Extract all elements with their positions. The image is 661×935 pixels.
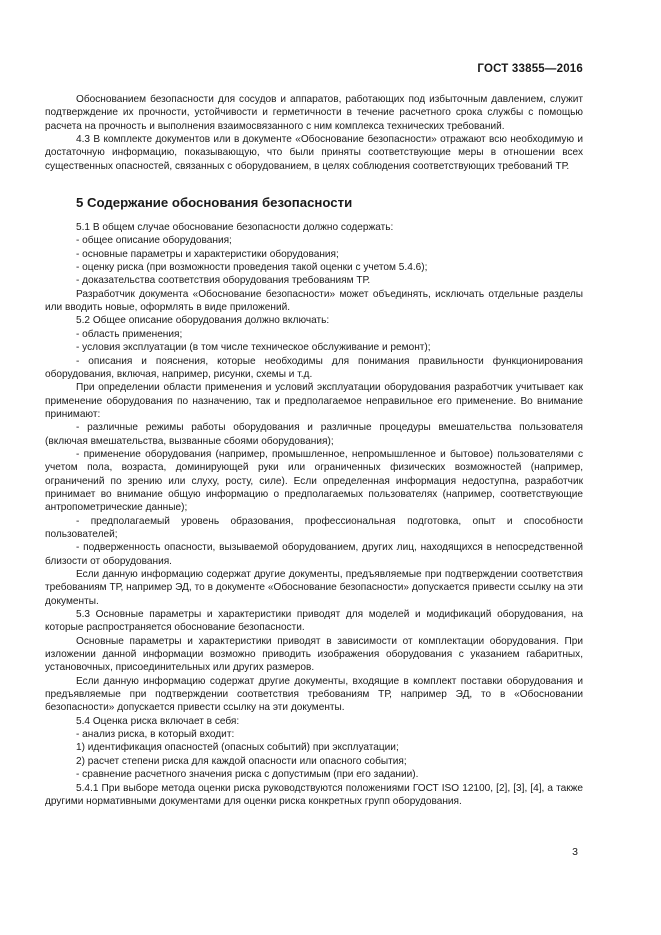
paragraph: 5.1 В общем случае обоснование безопасности должно содержать: (76, 222, 394, 234)
paragraph: - описания и пояснения, которые необходимы для понимания правильности функционирования оборудования, включая, например, рисунки, схемы и т.д. (45, 355, 583, 380)
paragraph: 5.4 Оценка риска включает в себя: (76, 715, 240, 727)
paragraph: Обоснованием безопасности для сосудов и аппаратов, работающих под избыточным давлением, служит подтверждение их прочности, устойчивости и герметичности в течение расчетного срока службы с помощью расчета на прочность и выполнения взаимосвязанного с ним комплекса технических требований. (45, 94, 583, 132)
paragraph: - сравнение расчетного значения риска с допустимым (при его задании). (76, 769, 419, 781)
paragraph: - доказательства соответствия оборудования требованиям ТР. (76, 275, 371, 287)
paragraph: - анализ риска, в который входит: (76, 729, 235, 741)
spacer (45, 173, 583, 187)
paragraph: - применение оборудования (например, промышленное, непромышленное и бытовое) пользователями с учетом пола, возраста, доминирующей руки или ограниченных физических возможностей (например, ограничений по зрению или слуху, росту, силе). Если определенная информация недоступна, разработчик принимает во внимание общую информацию о предполагаемых пользователях (например, соответствующие антропометрические данные); (45, 448, 583, 514)
paragraph: - оценку риска (при возможности проведения такой оценки с учетом 5.4.6); (76, 262, 428, 274)
paragraph: - основные параметры и характеристики оборудования; (76, 248, 339, 260)
paragraph: Разработчик документа «Обоснование безопасности» может объединять, исключать отдельные разделы или вводить новые, оформлять в виде приложений. (45, 288, 583, 314)
paragraph: 5.4.1 При выборе метода оценки риска руководствуются положениями ГОСТ ISO 12100, [2], [3], [4], а также другими нормативными документами для оценки риска конкретных групп оборудования. (45, 782, 583, 807)
paragraph: - предполагаемый уровень образования, профессиональная подготовка, опыт и способности пользователей; (45, 515, 583, 540)
paragraph: 5.2 Общее описание оборудования должно включать: (76, 315, 330, 327)
paragraph: - общее описание оборудования; (76, 235, 232, 247)
paragraph: 2) расчет степени риска для каждой опасности или опасного события; (76, 755, 407, 767)
paragraph: При определении области применения и условий эксплуатации оборудования разработчик учитывает как применение оборудования по назначению, так и предполагаемое неправильное его применение. Во внимание принимают: (45, 382, 583, 420)
paragraph: 1) идентификация опасностей (опасных событий) при эксплуатации; (76, 742, 399, 754)
section-body (45, 221, 583, 808)
paragraph: 5.3 Основные параметры и характеристики приводят для моделей и модификаций оборудования, на которые распространяется обоснование безопасности. (45, 609, 583, 634)
document-code: ГОСТ 33855—2016 (477, 63, 583, 75)
paragraph: - условия эксплуатации (в том числе техническое обслуживание и ремонт); (76, 342, 431, 354)
paragraph: Если данную информацию содержат другие документы, входящие в комплект поставки оборудования и предъявляемые при подтверждении соответствия требованиям ТР, например ЭД, то в «Обосновании безопасности» допускается привести ссылку на эти документы. (45, 675, 583, 714)
paragraph: - подверженность опасности, вызываемой оборудованием, других лиц, находящихся в непосредственной близости от оборудования. (45, 542, 583, 567)
paragraph: Основные параметры и характеристики приводят в зависимости от комплектации оборудования. При изложении данной информации возможно приводить изображения оборудования с указанием габаритных, установочных, присоединительных или других размеров. (45, 635, 583, 674)
paragraph: 4.3 В комплекте документов или в документе «Обоснование безопасности» отражают всю необходимую и достаточную информацию, показывающую, что были приняты соответствующие меры в отношении всех существенных опасностей, связанных с оборудованием, в целях соблюдения соответствующих требований ТР. (45, 134, 583, 172)
paragraph: - различные режимы работы оборудования и различные процедуры вмешательства пользователя (включая вмешательства, вызванные сбоями оборудования); (45, 422, 583, 447)
paragraph: Если данную информацию содержат другие документы, предъявляемые при подтверждении соответствия требованиям ТР, например ЭД, то в документе «Обоснование безопасности» допускается привести ссылку на эти документы. (45, 569, 583, 607)
section-heading: 5 Содержание обоснования безопасности (76, 195, 353, 211)
page-number: 3 (572, 846, 578, 858)
page-body (45, 93, 583, 808)
paragraph: - область применения; (76, 328, 183, 340)
